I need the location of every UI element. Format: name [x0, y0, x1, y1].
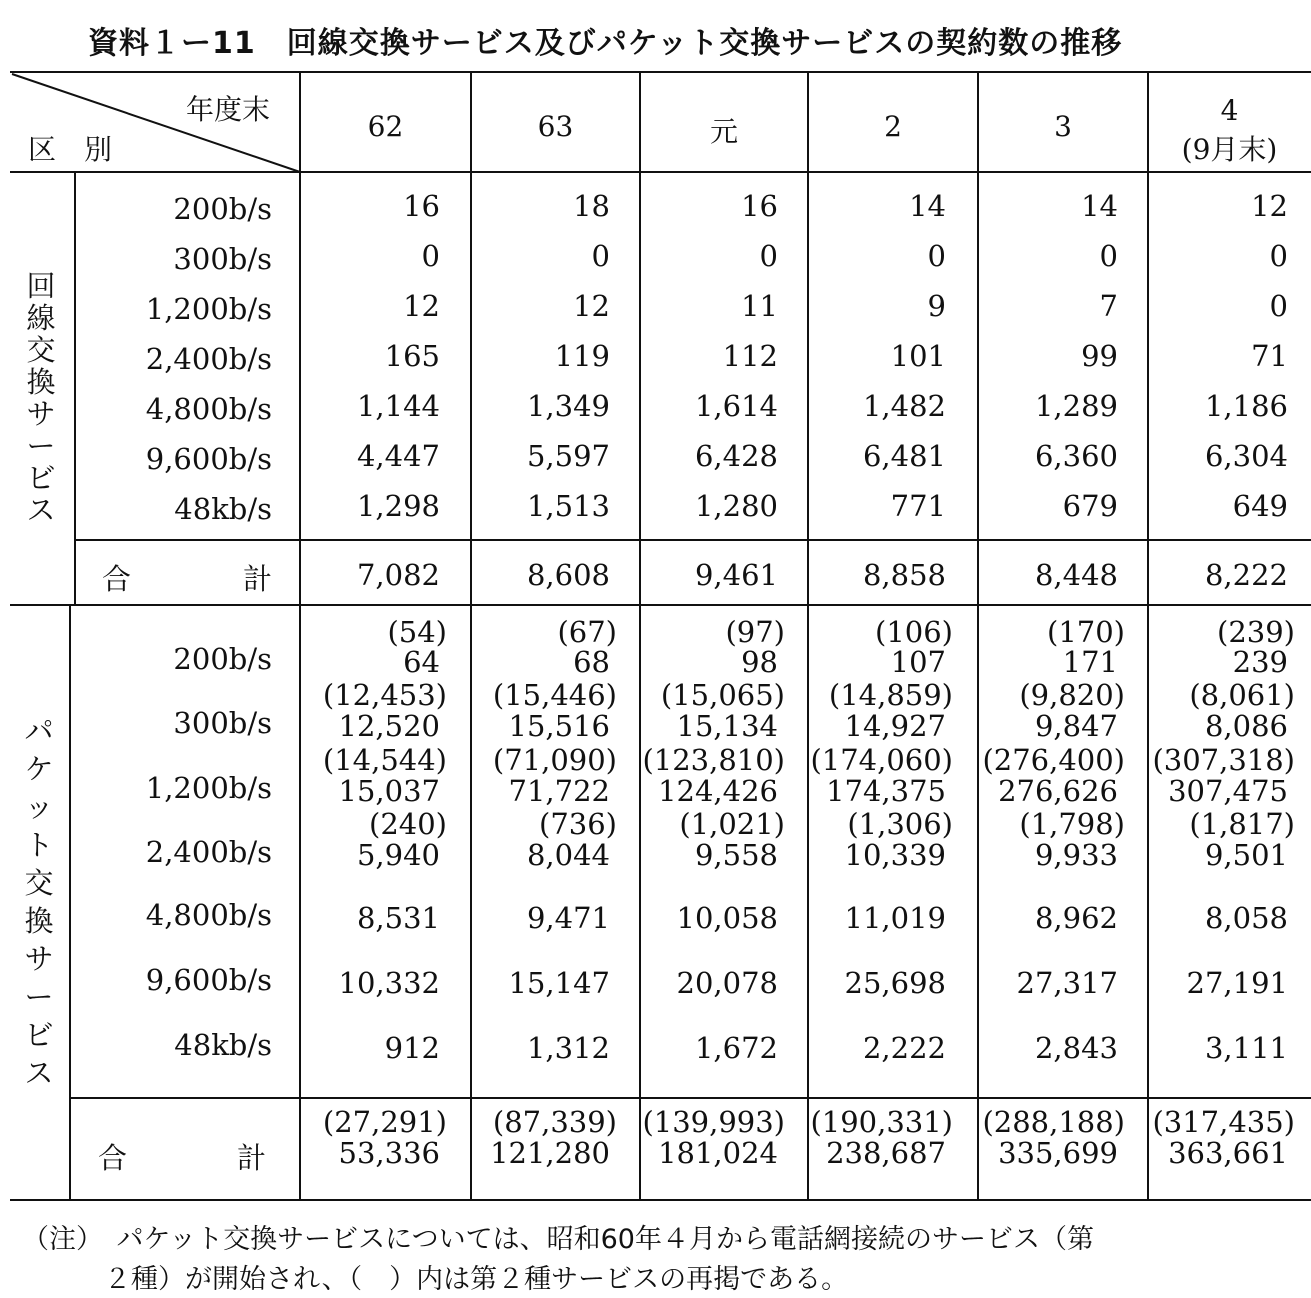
packet-cell: 107 [890, 645, 946, 679]
circuit-cell: 0 [421, 239, 440, 273]
year-header-note: (9月末) [1181, 133, 1278, 166]
packet-cell: 25,698 [844, 966, 946, 1000]
packet-cell: 15,516 [508, 709, 610, 743]
circuit-cell: 0 [1099, 239, 1118, 273]
packet-cell: 68 [573, 645, 610, 679]
circuit-speed-label: 200b/s [173, 192, 272, 226]
packet-total-cell: 238,687 [826, 1136, 946, 1170]
packet-cell: 3,111 [1204, 1031, 1288, 1065]
packet-cell: 15,147 [508, 966, 610, 1000]
packet-total-sub-cell: (139,993) [642, 1105, 785, 1139]
document-title: 資料１ー11 回線交換サービス及びパケット交換サービスの契約数の推移 [88, 26, 1123, 61]
footnote-line-1: （注） パケット交換サービスについては、昭和60年４月から電話網接続のサービス（第 [22, 1224, 1094, 1255]
circuit-cell: 771 [890, 489, 946, 523]
packet-cell: 11,019 [844, 901, 946, 935]
circuit-cell: 679 [1062, 489, 1118, 523]
circuit-cell: 4,447 [356, 439, 440, 473]
packet-sub-cell: (1,798) [1019, 807, 1125, 841]
circuit-cell: 649 [1232, 489, 1288, 523]
packet-sub-cell: (174,060) [810, 743, 953, 777]
packet-speed-label: 1,200b/s [145, 771, 272, 805]
packet-sub-cell: (1,306) [847, 807, 953, 841]
circuit-cell: 7 [1099, 289, 1118, 323]
circuit-cell: 165 [384, 339, 440, 373]
circuit-cell: 112 [722, 339, 778, 373]
circuit-total-cell: 8,448 [1034, 558, 1118, 592]
circuit-cell: 11 [741, 289, 778, 323]
packet-total-cell: 335,699 [998, 1136, 1118, 1170]
packet-speed-label: 4,800b/s [145, 898, 272, 932]
packet-total-label-left: 合 [98, 1141, 128, 1175]
packet-cell: 9,501 [1204, 838, 1288, 872]
year-header-1: 63 [537, 110, 574, 143]
packet-cell: 2,843 [1034, 1031, 1118, 1065]
packet-sub-cell: (15,446) [492, 678, 617, 712]
packet-sub-cell: (240) [369, 807, 447, 841]
circuit-cell: 12 [1251, 189, 1288, 223]
circuit-cell: 14 [1081, 189, 1118, 223]
circuit-cell: 0 [1269, 289, 1288, 323]
packet-cell: 171 [1062, 645, 1118, 679]
packet-sub-cell: (736) [539, 807, 617, 841]
packet-cell: 9,558 [694, 838, 778, 872]
packet-sub-cell: (54) [387, 615, 447, 649]
packet-sub-cell: (1,021) [679, 807, 785, 841]
packet-speed-label: 48kb/s [174, 1028, 272, 1062]
circuit-cell: 6,428 [694, 439, 778, 473]
circuit-cell: 119 [554, 339, 610, 373]
packet-total-cell: 121,280 [490, 1136, 610, 1170]
packet-cell: 912 [384, 1031, 440, 1065]
circuit-cell: 101 [890, 339, 946, 373]
circuit-cell: 99 [1081, 339, 1118, 373]
circuit-cell: 71 [1251, 339, 1288, 373]
packet-cell: 8,531 [356, 901, 440, 935]
packet-total-cell: 363,661 [1168, 1136, 1288, 1170]
year-header-3: 2 [884, 110, 902, 143]
packet-cell: 15,134 [676, 709, 778, 743]
packet-sub-cell: (14,859) [828, 678, 953, 712]
packet-cell: 27,191 [1186, 966, 1288, 1000]
packet-cell: 20,078 [676, 966, 778, 1000]
circuit-cell: 12 [403, 289, 440, 323]
circuit-cell: 5,597 [526, 439, 610, 473]
packet-sub-cell: (8,061) [1189, 678, 1295, 712]
packet-sub-cell: (15,065) [660, 678, 785, 712]
circuit-cell: 16 [403, 189, 440, 223]
circuit-speed-label: 9,600b/s [145, 442, 272, 476]
circuit-cell: 6,304 [1204, 439, 1288, 473]
packet-cell: 8,962 [1034, 901, 1118, 935]
packet-cell: 1,672 [694, 1031, 778, 1065]
circuit-cell: 1,614 [694, 389, 778, 423]
circuit-speed-label: 4,800b/s [145, 392, 272, 426]
circuit-total-cell: 7,082 [356, 558, 440, 592]
circuit-cell: 1,289 [1034, 389, 1118, 423]
circuit-total-cell: 8,858 [862, 558, 946, 592]
packet-speed-label: 2,400b/s [145, 835, 272, 869]
packet-cell: 5,940 [356, 838, 440, 872]
year-header-4: 3 [1054, 110, 1072, 143]
packet-speed-label: 300b/s [173, 706, 272, 740]
circuit-speed-label: 1,200b/s [145, 292, 272, 326]
packet-sub-cell: (307,318) [1152, 743, 1295, 777]
packet-cell: 12,520 [338, 709, 440, 743]
packet-cell: 15,037 [338, 774, 440, 808]
circuit-speed-label: 2,400b/s [145, 342, 272, 376]
packet-total-sub-cell: (317,435) [1152, 1105, 1295, 1139]
circuit-cell: 6,360 [1034, 439, 1118, 473]
circuit-cell: 16 [741, 189, 778, 223]
packet-total-sub-cell: (87,339) [492, 1105, 617, 1139]
circuit-cell: 1,513 [526, 489, 610, 523]
circuit-cell: 18 [573, 189, 610, 223]
packet-group-label: パケット交換サービス [24, 714, 54, 1090]
circuit-cell: 1,349 [526, 389, 610, 423]
circuit-total-label-left: 合 [102, 562, 132, 596]
circuit-cell: 0 [1269, 239, 1288, 273]
packet-sub-cell: (170) [1047, 615, 1125, 649]
packet-cell: 8,086 [1204, 709, 1288, 743]
packet-total-sub-cell: (288,188) [982, 1105, 1125, 1139]
circuit-speed-label: 300b/s [173, 242, 272, 276]
circuit-cell: 1,280 [694, 489, 778, 523]
circuit-cell: 0 [759, 239, 778, 273]
packet-total-sub-cell: (27,291) [322, 1105, 447, 1139]
packet-cell: 9,847 [1034, 709, 1118, 743]
year-header-2: 元 [709, 115, 738, 148]
circuit-cell: 1,298 [356, 489, 440, 523]
packet-sub-cell: (106) [875, 615, 953, 649]
packet-cell: 27,317 [1016, 966, 1118, 1000]
packet-cell: 10,339 [844, 838, 946, 872]
circuit-cell: 14 [909, 189, 946, 223]
packet-sub-cell: (276,400) [982, 743, 1125, 777]
circuit-cell: 9 [927, 289, 946, 323]
packet-cell: 9,933 [1034, 838, 1118, 872]
packet-cell: 174,375 [826, 774, 946, 808]
circuit-cell: 1,482 [862, 389, 946, 423]
packet-sub-cell: (239) [1217, 615, 1295, 649]
circuit-total-cell: 8,222 [1204, 558, 1288, 592]
packet-speed-label: 200b/s [173, 642, 272, 676]
circuit-cell: 1,186 [1204, 389, 1288, 423]
packet-sub-cell: (123,810) [642, 743, 785, 777]
packet-cell: 71,722 [508, 774, 610, 808]
packet-cell: 276,626 [998, 774, 1118, 808]
packet-cell: 9,471 [526, 901, 610, 935]
packet-sub-cell: (67) [557, 615, 617, 649]
year-header-5: 4 [1220, 94, 1239, 127]
year-end-label: 年度末 [186, 93, 271, 126]
footnote-line-2: ２種）が開始され、（ ）内は第２種サービスの再掲である。 [104, 1264, 849, 1295]
year-header-0: 62 [367, 110, 404, 143]
packet-sub-cell: (14,544) [322, 743, 447, 777]
circuit-cell: 1,144 [356, 389, 440, 423]
circuit-total-cell: 8,608 [526, 558, 610, 592]
packet-speed-label: 9,600b/s [145, 963, 272, 997]
packet-cell: 8,058 [1204, 901, 1288, 935]
packet-sub-cell: (1,817) [1189, 807, 1295, 841]
packet-sub-cell: (9,820) [1019, 678, 1125, 712]
packet-cell: 2,222 [862, 1031, 946, 1065]
packet-cell: 14,927 [844, 709, 946, 743]
packet-sub-cell: (97) [725, 615, 785, 649]
circuit-cell: 0 [591, 239, 610, 273]
circuit-cell: 6,481 [862, 439, 946, 473]
packet-cell: 124,426 [658, 774, 778, 808]
packet-cell: 8,044 [526, 838, 610, 872]
circuit-cell: 0 [927, 239, 946, 273]
packet-cell: 98 [741, 645, 778, 679]
packet-total-sub-cell: (190,331) [810, 1105, 953, 1139]
packet-cell: 10,332 [338, 966, 440, 1000]
packet-total-cell: 53,336 [338, 1136, 440, 1170]
packet-cell: 64 [403, 645, 440, 679]
packet-cell: 307,475 [1168, 774, 1288, 808]
circuit-group-label: 回線交換サービス [26, 269, 56, 527]
circuit-cell: 12 [573, 289, 610, 323]
packet-sub-cell: (12,453) [322, 678, 447, 712]
packet-total-cell: 181,024 [658, 1136, 778, 1170]
packet-sub-cell: (71,090) [492, 743, 617, 777]
circuit-total-cell: 9,461 [694, 558, 778, 592]
packet-cell: 239 [1232, 645, 1288, 679]
circuit-speed-label: 48kb/s [174, 492, 272, 526]
category-label: 区 別 [28, 133, 113, 166]
packet-cell: 1,312 [526, 1031, 610, 1065]
circuit-total-label-right: 計 [242, 562, 272, 596]
packet-total-label-right: 計 [236, 1141, 266, 1175]
packet-cell: 10,058 [676, 901, 778, 935]
